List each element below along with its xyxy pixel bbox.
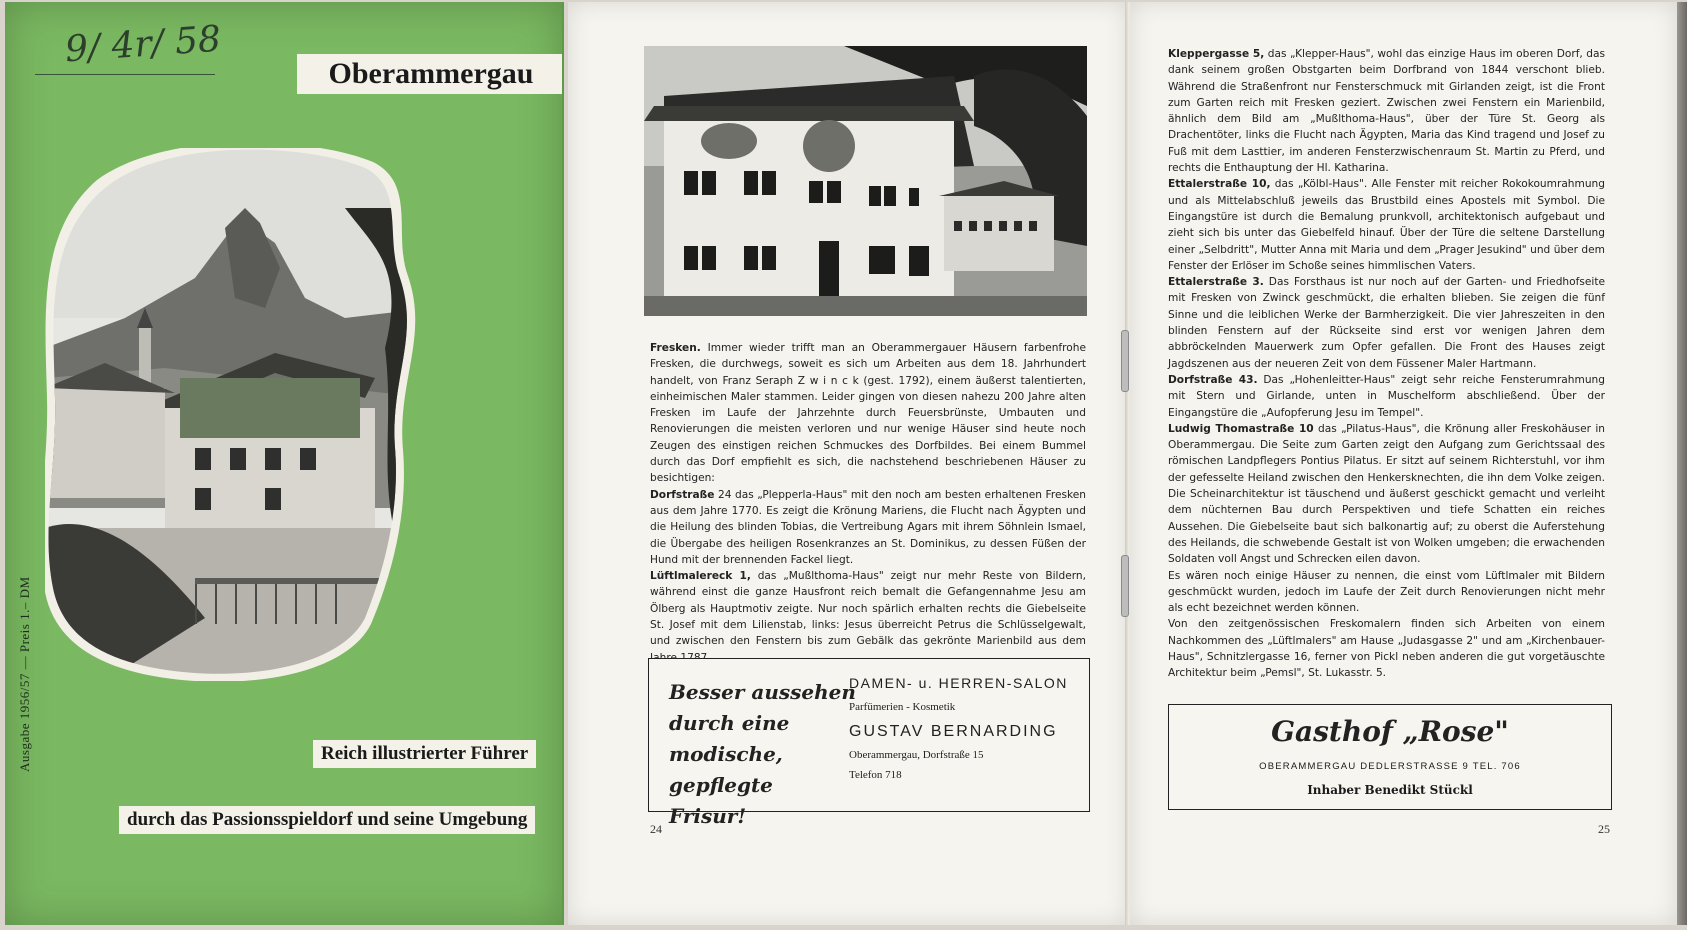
slogan-line: durch eine	[669, 711, 790, 735]
paragraph-text: Von den zeitgenössischen Freskomalern finden sich Arbeiten von einem Nachkommen des „Lüftlmalers" am Hause „Judasgasse 2" und am „Kirchenbauer-Haus", Schnitzlergasse 16, ferner von Pickl neben anderen die gut vorgetäuschte Architektur beim „Pemsl", St. Lukasstr. 5.	[1168, 618, 1605, 680]
paragraph	[1168, 568, 1605, 617]
paragraph	[1168, 616, 1605, 681]
paragraph-text: 24 das „Plepperla-Haus" mit den noch am besten erhaltenen Fresken aus dem Jahre 1770. Es zeigt die Krönung Mariens, die Flucht nach Ägypten und die Heilung des blinden Tobias, die Vertreibung Agars mit ihrem Söhnlein Ismael, die Übergabe des heiligen Rosenkranzes an St. Dominikus, zu dessen Füßen der Hund mit der brennenden Fackel liegt.	[650, 488, 1086, 566]
village-photo-icon	[45, 148, 430, 681]
ad-address: Oberammergau, Dorfstraße 15	[849, 749, 984, 761]
paragraph-text: das „Kölbl-Haus". Alle Fenster mit reicher Rokokoumrahmung und als Mittelabschluß jeweils das Brustbild eines Apostels mit Symbol. Die Eingangstüre ist durch die Bemalung prunkvoll, architektonisch aufgebaut und zieht sich bis unter das Giebelfeld hinauf. Über der Türe die seltene Darstellung einer „Selbdritt", Mutter Anna mit Maria und dem „Prager Jesukind" und über dem Fenster der Erlöser im Schoße seines himmlischen Vaters.	[1168, 178, 1605, 272]
paragraph	[1168, 46, 1605, 176]
gasthof-advertisement	[1168, 704, 1612, 810]
slogan-line: Frisur!	[669, 804, 747, 828]
slogan-line: modische, gepflegte	[669, 742, 783, 797]
fresco-article-right	[1168, 46, 1605, 682]
salon-advertisement	[648, 658, 1090, 828]
paragraph-text: Das Forsthaus ist nur noch auf der Garten- und Friedhofseite mit Fresken von Zwinck geschmückt, die erhalten blieben. Sie zeigen die fünf Sinne und die leiblichen Werke der Barmherzigkeit. Die vier Jahreszeiten in den blinden Fenstern auf der Rückseite sind erst vor wenigen Jahren dem abbröckelnden Mauerwerk zum Opfer gefallen. Die Front des Hauses zeigt Jagdszenen aus der neueren Zeit von dem Füssener Maler Hartmann.	[1168, 276, 1605, 370]
paragraph-text: Immer wieder trifft man an Oberammergauer Häusern farbenfrohe Fresken, die durchwegs, soweit es sich um Arbeiten aus dem 18. Jahrhundert handelt, von Franz Seraph Z w i n c k (gest. 1792), einem äußerst talentierten, einheimischen Maler stammen. Leider gingen von diesen nahezu 200 Jahre alten Fresken im Laufe der Jahrzehnte durch Feuersbrünste, Umbauten und Renovierungen die meisten verloren und nur wenige Häuser sind heute noch Zeugen des einstigen reichen Schmuckes des Dorfbildes. Bei einem Bummel durch das Dorf empfiehlt es sich, die nachstehend beschriebenen Häuser zu besichtigen:	[650, 342, 1086, 485]
handwritten-underline	[35, 74, 215, 75]
paragraph-text: Das „Hohenleitter-Haus" zeigt sehr reiche Fensterumrahmung mit Stern und Girlande, unten in Muschelform abschließend. Über der Eingangstüre die „Aufopferung Jesu im Tempel".	[1168, 373, 1605, 419]
ad-info	[849, 675, 1079, 781]
ad-owner: GUSTAV BERNARDING	[849, 723, 1058, 740]
paragraph	[650, 487, 1086, 568]
paragraph-text: das „Pilatus-Haus", die Krönung aller Freskohäuser in Oberammergau. Die Seite zum Garten zeigt den Aufgang zum Gerichtssaal des römischen Landpflegers Pontius Pilatus. Er sitzt auf seinem Richterstuhl, vor ihm der gefesselte Heiland zwischen den Henkersknechten, die ihn dem Volke zeigen. Die Scheinarchitektur ist täuschend und äußerst geschickt gemacht und verleiht dem nüchternen Bau durch Perspektiven und tiefe Schatten ein reiches Aussehen. Die Giebelseite baut sich balkonartig auf; zu oberst die Auferstehung des Heilands, die schwebende Gestalt ist von Wolken umgeben; die erwachenden Soldaten voll Angst und Schrecken eilen davon.	[1168, 422, 1605, 566]
paragraph-text: das „Mußlthoma-Haus" zeigt nur mehr Reste von Bildern, während einst die ganze Hausfront reich bemalt die Gefangennahme Jesu am Ölberg als Hauptmotiv zeigte. Nur noch spärlich erhalten rechts die Giebelseite St. Josef mit dem Lilienstab, links: Jesus überreicht Petrus die Schlüsselgewalt, und zwischen den Fenstern bis zum Gebälk das gekrönte Marienbild aus dem	[650, 570, 1086, 648]
cover-subtitle-1: Reich illustrierter Führer	[313, 740, 536, 768]
booklet-edge	[1677, 2, 1687, 925]
staple-icon	[1121, 330, 1129, 392]
paragraph-lead: Fresken.	[650, 342, 701, 354]
paragraph	[1168, 176, 1605, 274]
paragraph	[1168, 274, 1605, 372]
fresco-article-left	[650, 340, 1086, 666]
paragraph-lead: Dorfstraße	[650, 488, 715, 501]
staple-icon	[1121, 555, 1129, 617]
paragraph-lead: Ettalerstraße 10,	[1168, 178, 1271, 191]
paragraph-lead: Dorfstraße 43.	[1168, 373, 1258, 386]
cover-subtitle-2: durch das Passionsspieldorf und seine Umgebung	[119, 806, 535, 834]
gasthof-owner: Inhaber Benedikt Stückl	[1307, 783, 1473, 797]
page-number: 25	[1598, 822, 1610, 836]
paragraph	[1168, 372, 1605, 421]
cover-title: Oberammergau	[297, 54, 564, 94]
booklet-cover	[5, 2, 564, 925]
paragraph-text: das „Klepper-Haus", wohl das einzige Haus im oberen Dorf, das dank seinem großen Obstgarten beim Dorfbrand von 1844 verschont blieb. Während die Straßenfront nur Fensterschmuck mit Girlanden zeigt, ist die Front zum Garten reich mit Fresken geziert. Zwischen zwei Fenstern ein Marienbild, ähnlich dem Bild am „Mußlthoma-Haus", über der Türe St. Georg als Drachentöter, links die Flucht nach Ägypten, Maria das Kind tragend und Josef zu Fuß mit dem Lasttier, im anderen Fensterzwischenraum St. Martin zu Pferd, und rechts die Enthauptung der Hl. Katharina.	[1168, 48, 1605, 175]
page-number: 24	[650, 822, 662, 836]
paragraph-lead: Ludwig Thomastraße 10	[1168, 422, 1314, 435]
edition-price: Ausgabe 1956/57 — Preis 1.– DM	[17, 576, 32, 772]
ad-slogan	[669, 677, 859, 832]
ad-salon: DAMEN- u. HERREN-SALON	[849, 675, 1068, 691]
paragraph	[1168, 421, 1605, 568]
page-24	[568, 2, 1128, 925]
page-25	[1130, 2, 1677, 925]
slogan-line: Besser aussehen	[669, 680, 856, 704]
ad-phone: Telefon 718	[849, 769, 902, 781]
gasthof-address: OBERAMMERGAU DEDLERSTRASSE 9 TEL. 706	[1259, 761, 1521, 772]
paragraph-lead: Kleppergasse 5,	[1168, 48, 1265, 60]
paragraph	[650, 340, 1086, 487]
ad-services: Parfümerien - Kosmetik	[849, 701, 956, 713]
paragraph-lead: Lüftlmalereck 1,	[650, 570, 751, 583]
handwritten-note: 9/ 4r/ 58	[63, 18, 223, 71]
paragraph-lead: Ettalerstraße 3.	[1168, 276, 1264, 289]
paragraph-text: Es wären noch einige Häuser zu nennen, die einst vom Lüftlmaler mit Bildern geschmückt wurden, jedoch im Laufe der Zeit durch Renovierungen nicht mehr als echt bezeichnet werden können.	[1168, 569, 1605, 615]
fresco-house-photo-icon	[644, 46, 1087, 316]
paragraph	[650, 568, 1086, 666]
gasthof-name: Gasthof „Rose"	[1271, 715, 1509, 748]
